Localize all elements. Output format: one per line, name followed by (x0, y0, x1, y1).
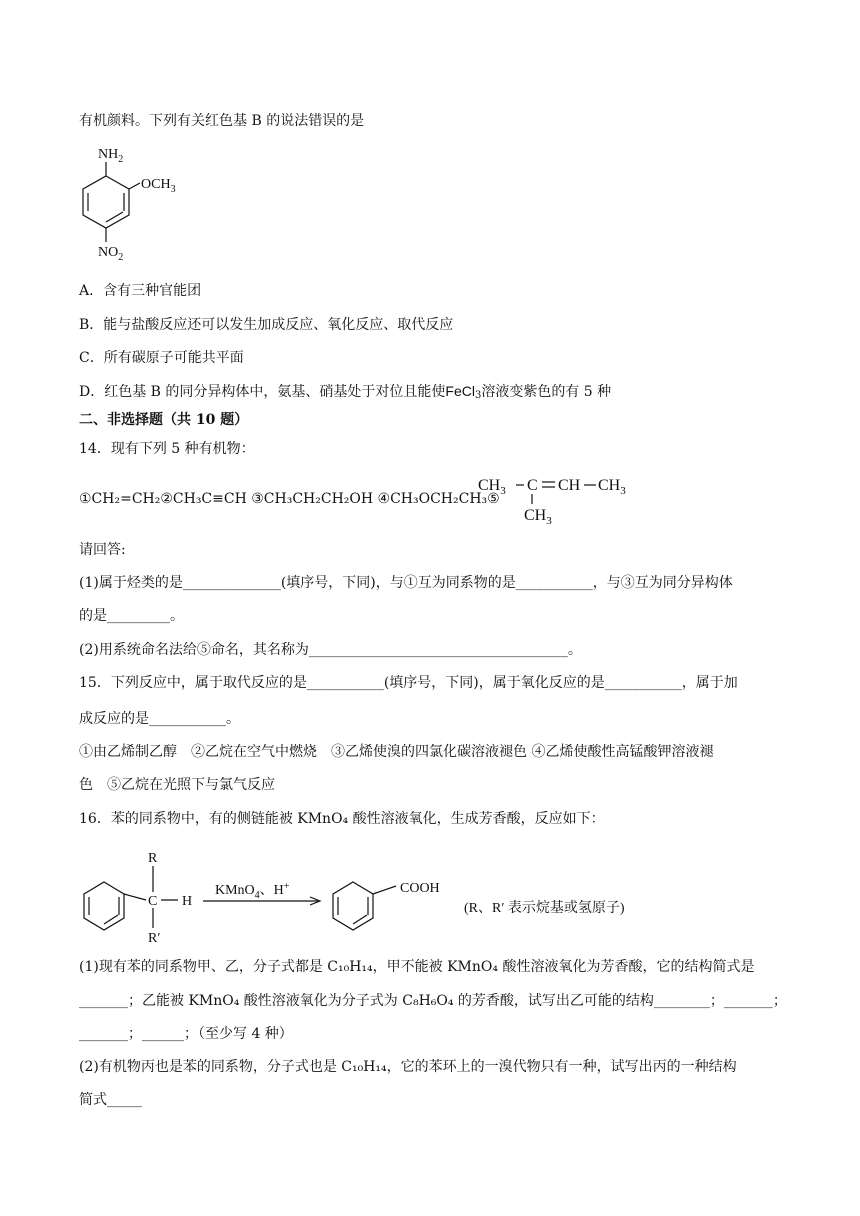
svg-text:OCH3: $OCH_3$ (141, 177, 176, 195)
section-heading: 二、非选择题（共 10 题） (79, 412, 249, 428)
q16-stem: 16．苯的同系物中，有的侧链能被 KMnO₄ 酸性溶液氧化，生成芳香酸，反应如下： (79, 811, 605, 827)
reagent-label: KMnO$_4$、H+ (215, 881, 290, 901)
option-b: B．能与盐酸反应还可以发生加成反应、氧化反应、取代反应 (79, 317, 454, 333)
q15-line1: 15．下列反应中，属于取代反应的是___________(填序号，下同)，属于氧化反应的是___________，属于加 (79, 675, 738, 691)
option-c: C．所有碳原子可能共平面 (79, 350, 244, 366)
q16-part1-line2: _______；乙能被 KMnO₄ 酸性溶液氧化为分子式为 C₈H₆O₄ 的芳香酸，试写出乙可能的结构________；_______； (79, 993, 787, 1009)
oxidation-reaction-scheme (78, 842, 698, 942)
q16-part1-line3: _______；______；（至少写 4 种） (79, 1026, 293, 1042)
svg-text:CH3: $CH_3$ (478, 477, 506, 497)
q16-part2-line2: 简式_____ (79, 1092, 142, 1108)
q14-stem: 14．现有下列 5 种有机物： (79, 441, 255, 457)
svg-text:C: C (527, 477, 538, 494)
q14-part1-line2: 的是_________。 (79, 608, 184, 624)
svg-text:CH3: $CH_3$ (524, 507, 552, 527)
h-label: H (182, 894, 193, 909)
q14-compounds: ①CH₂=CH₂②CH₃C≡CH ③CH₃CH₂CH₂OH ④CH₃OCH₂CH₃⑤ (79, 491, 500, 507)
option-a: A．含有三种官能团 (79, 283, 202, 299)
q15-line2: 成反应的是___________。 (79, 711, 240, 727)
svg-text:CH3: $CH_3$ (598, 477, 626, 497)
nh2-label: NH (98, 147, 119, 162)
c-label: C (148, 894, 158, 909)
q14-ask: 请回答: (79, 542, 126, 558)
red-base-b-structure (78, 140, 208, 268)
q15-line4: 色 ⑤乙烷在光照下与氯气反应 (79, 777, 275, 793)
option-d: D．红色基 B 的同分异构体中，氨基、硝基处于对位且能使FeCl$_3$溶液变紫色的有 5 种 (79, 383, 612, 401)
q15-line3: ①由乙烯制乙醇 ②乙烷在空气中燃烧 ③乙烯使溴的四氯化碳溶液褪色 ④乙烯使酸性高锰酸钾溶液褪 (79, 744, 714, 760)
svg-text:NH2: $NH_2$ (98, 147, 124, 165)
q13-stem: 有机颜料。下列有关红色基 B 的说法错误的是 (79, 113, 365, 129)
och3-label: OCH (141, 177, 171, 192)
svg-text:CH: CH (558, 477, 581, 494)
cooh-label: COOH (400, 881, 440, 896)
q14-part1-line1: (1)属于烃类的是______________(填序号，下同)，与①互为同系物的是___________，与③互为同分异构体 (79, 575, 733, 591)
q16-part2-line1: (2)有机物丙也是苯的同系物，分子式也是 C₁₀H₁₄，它的苯环上的一溴代物只有一种，试写出丙的一种结构 (79, 1059, 737, 1075)
rprime-label: R′ (148, 931, 161, 942)
q14-part2: (2)用系统命名法给⑤命名，其名称为_____________________________________。 (79, 642, 582, 658)
svg-text:NO2: $NO_2$ (98, 245, 124, 263)
compound-5-structure (476, 470, 646, 528)
no2-label: NO (98, 245, 119, 260)
scheme-note: (R、R′ 表示烷基或氢原子) (464, 901, 625, 916)
r-label: R (148, 851, 158, 866)
q16-part1-line1: (1)现有苯的同系物甲、乙，分子式都是 C₁₀H₁₄，甲不能被 KMnO₄ 酸性溶液氧化为芳香酸，它的结构简式是 (79, 959, 755, 975)
